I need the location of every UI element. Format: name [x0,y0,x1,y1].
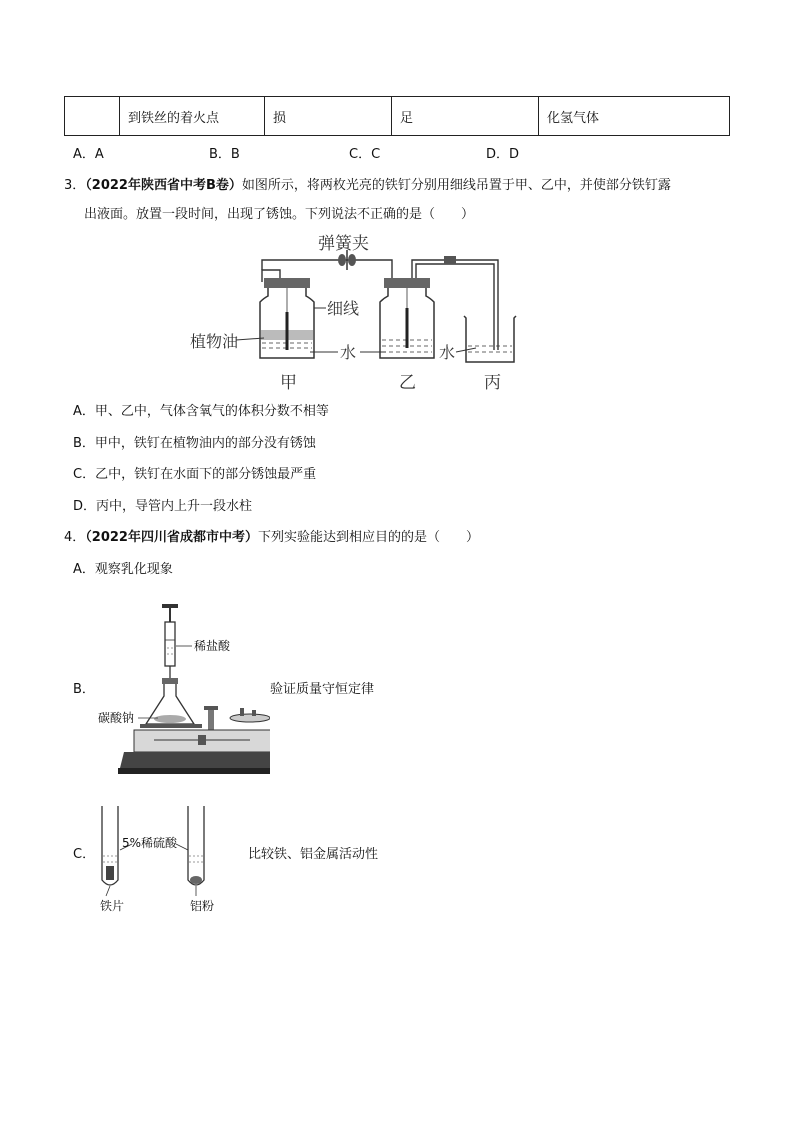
q2-option-c[interactable]: C．C [349,147,381,162]
q4-number: 4． [64,530,86,545]
q3-stem-line1 [64,176,671,196]
q2-option-d[interactable]: D．D [486,147,520,162]
label-sodium-carbonate: 碳酸钠 [98,711,135,725]
q3-source: （2022年陕西省中考B卷） [85,178,242,193]
label-dilute-hcl: 稀盐酸 [194,639,231,653]
label-dilute-h2so4: 5%稀硫酸 [122,836,178,850]
q2-option-b[interactable]: B．B [209,147,240,162]
test-tube-aluminum-icon [188,806,204,885]
label-iron-sheet: 铁片 [100,899,125,913]
q3-stem-line2: 出液面。放置一段时间，出现了锈蚀。下列说法不正确的是（ ） [84,207,475,222]
q4-option-a[interactable]: A．观察乳化现象 [73,562,173,577]
jar-jia [260,278,314,358]
syringe-icon [162,604,178,682]
q3-apparatus-figure [180,230,520,396]
table-cell: 足 [392,97,539,136]
q4-stem-text: 下列实验能达到相应目的的是（ ） [257,530,479,545]
q3-option-a[interactable]: A．甲、乙中，气体含氧气的体积分数不相等 [73,404,329,419]
q4-option-c-text: 比较铁、铝金属活动性 [248,847,379,862]
label-yi: 乙 [399,373,416,393]
q4-source: （2022年四川省成都市中考） [85,530,258,545]
q4-option-b-text: 验证质量守恒定律 [270,682,375,697]
label-bing: 丙 [484,373,501,393]
jar-yi [380,278,434,358]
q4-balance-figure [94,600,270,780]
q4-stem [64,528,479,548]
q4-test-tubes-figure [92,804,252,916]
test-tube-iron-icon [102,806,118,885]
table-cell: 化氢气体 [539,97,730,136]
table-cell: 到铁丝的着火点 [120,97,265,136]
answer-table [64,96,730,136]
q4-option-c-letter[interactable]: C． [73,847,96,862]
q2-option-a[interactable]: A．A [73,147,104,162]
label-oil: 植物油 [190,332,239,351]
q3-option-d[interactable]: D．丙中，导管内上升一段水柱 [73,499,253,514]
table-cell [65,97,120,136]
balance-icon [118,706,270,774]
label-thread: 细线 [327,299,360,318]
q3-option-c[interactable]: C．乙中，铁钉在水面下的部分锈蚀最严重 [73,467,317,482]
table-cell: 损 [265,97,392,136]
q3-stem-text: 如图所示，将两枚光亮的铁钉分别用细线吊置于甲、乙中，并使部分铁钉露 [241,178,671,193]
q3-number: 3． [64,178,86,193]
label-jia: 甲 [280,373,297,393]
label-clip: 弹簧夹 [318,234,369,254]
q3-option-b[interactable]: B．甲中，铁钉在植物油内的部分没有锈蚀 [73,436,316,451]
q4-option-b-letter[interactable]: B． [73,682,95,697]
tube-connector-icon [444,256,456,264]
label-aluminum-powder: 铝粉 [190,899,215,913]
label-water-1: 水 [340,343,357,362]
label-water-2: 水 [439,343,456,362]
beaker-bing [464,316,516,362]
table-row [65,97,730,136]
